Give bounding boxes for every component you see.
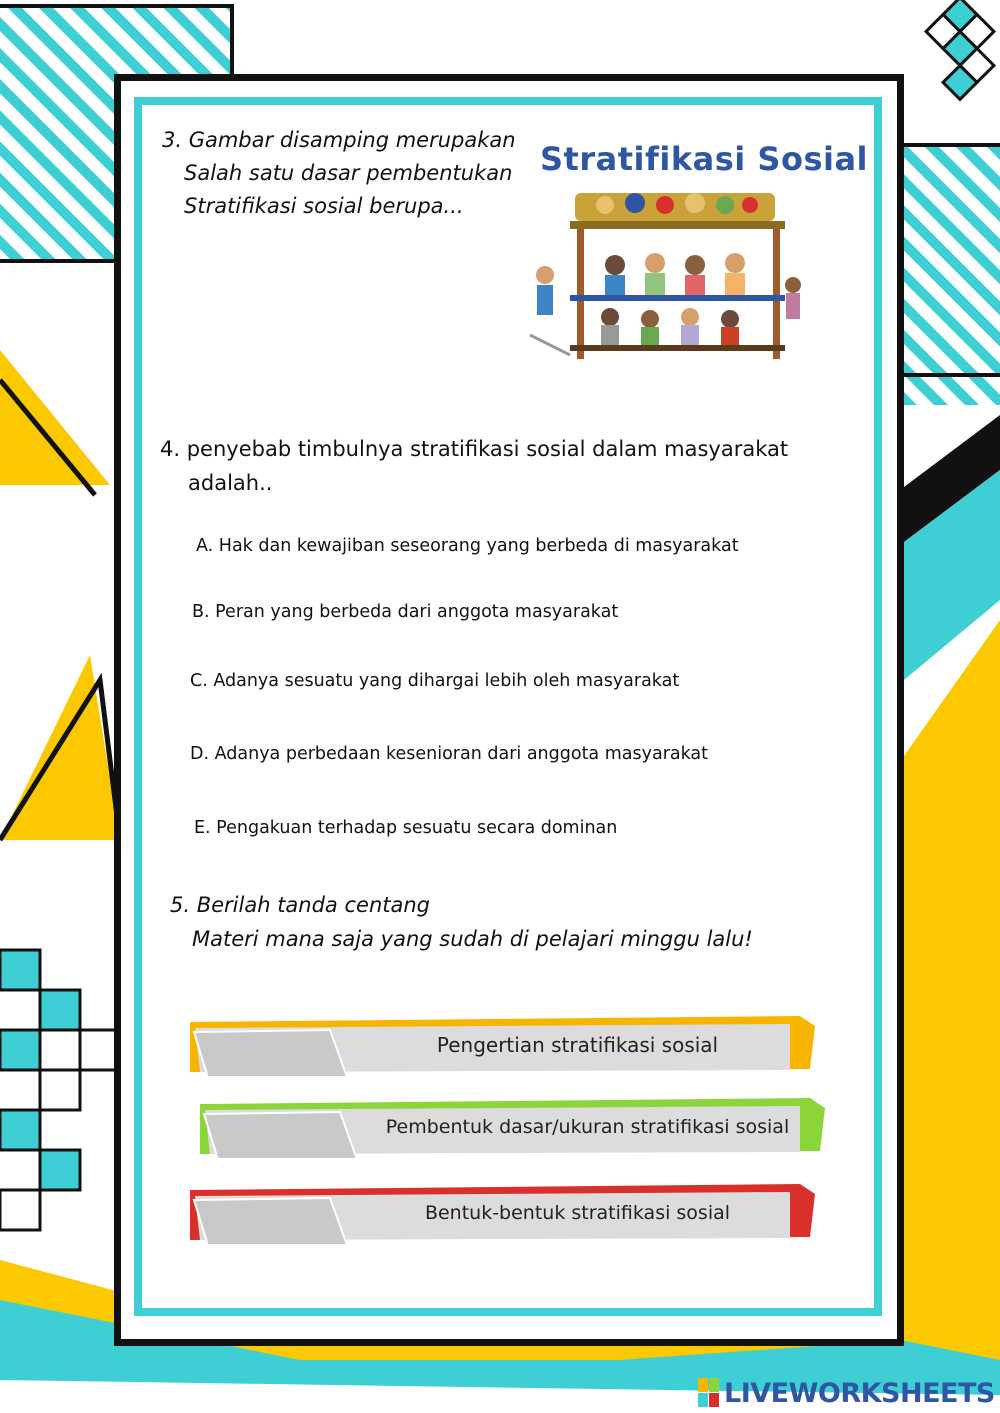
question-3-line-1: 3. Gambar disamping merupakan [162,128,516,152]
option-e[interactable]: E. Pengakuan terhadap sesuatu secara dominan [194,818,618,838]
social-stratification-illustration [515,185,805,365]
question-4-line-1: 4. penyebab timbulnya stratifikasi sosial dalam masyarakat [160,437,789,461]
checklist-item-2-label: Pembentuk dasar/ukuran stratifikasi sosial [385,1116,790,1138]
question-5-line-2: Materi mana saja yang sudah di pelajari minggu lalu! [192,927,753,951]
question-5 [170,888,810,956]
option-b[interactable]: B. Peran yang berbeda dari anggota masyarakat [192,602,619,622]
checklist-item-3-label: Bentuk-bentuk stratifikasi sosial [424,1202,731,1224]
question-3 [162,124,542,223]
illustration-title: Stratifikasi Sosial [540,140,869,178]
question-3-line-3: Stratifikasi sosial berupa... [184,194,464,218]
liveworksheets-logo-icon [698,1378,720,1408]
question-4-line-2: adalah.. [188,471,273,495]
option-a[interactable]: A. Hak dan kewajiban seseorang yang berbeda di masyarakat [196,536,739,556]
question-4 [160,432,840,500]
option-c[interactable]: C. Adanya sesuatu yang dihargai lebih oleh masyarakat [190,671,680,691]
checklist-item-2[interactable] [200,1096,825,1158]
question-5-line-1: 5. Berilah tanda centang [170,893,430,917]
liveworksheets-logo-text: LIVEWORKSHEETS [724,1377,995,1409]
option-d[interactable]: D. Adanya perbedaan kesenioran dari anggota masyarakat [190,744,709,764]
checklist-item-1-label: Pengertian stratifikasi sosial [436,1033,719,1057]
checklist-item-3[interactable] [190,1182,815,1244]
checklist-item-1[interactable] [190,1014,815,1076]
question-3-line-2: Salah satu dasar pembentukan [184,161,513,185]
liveworksheets-logo [698,1376,995,1410]
